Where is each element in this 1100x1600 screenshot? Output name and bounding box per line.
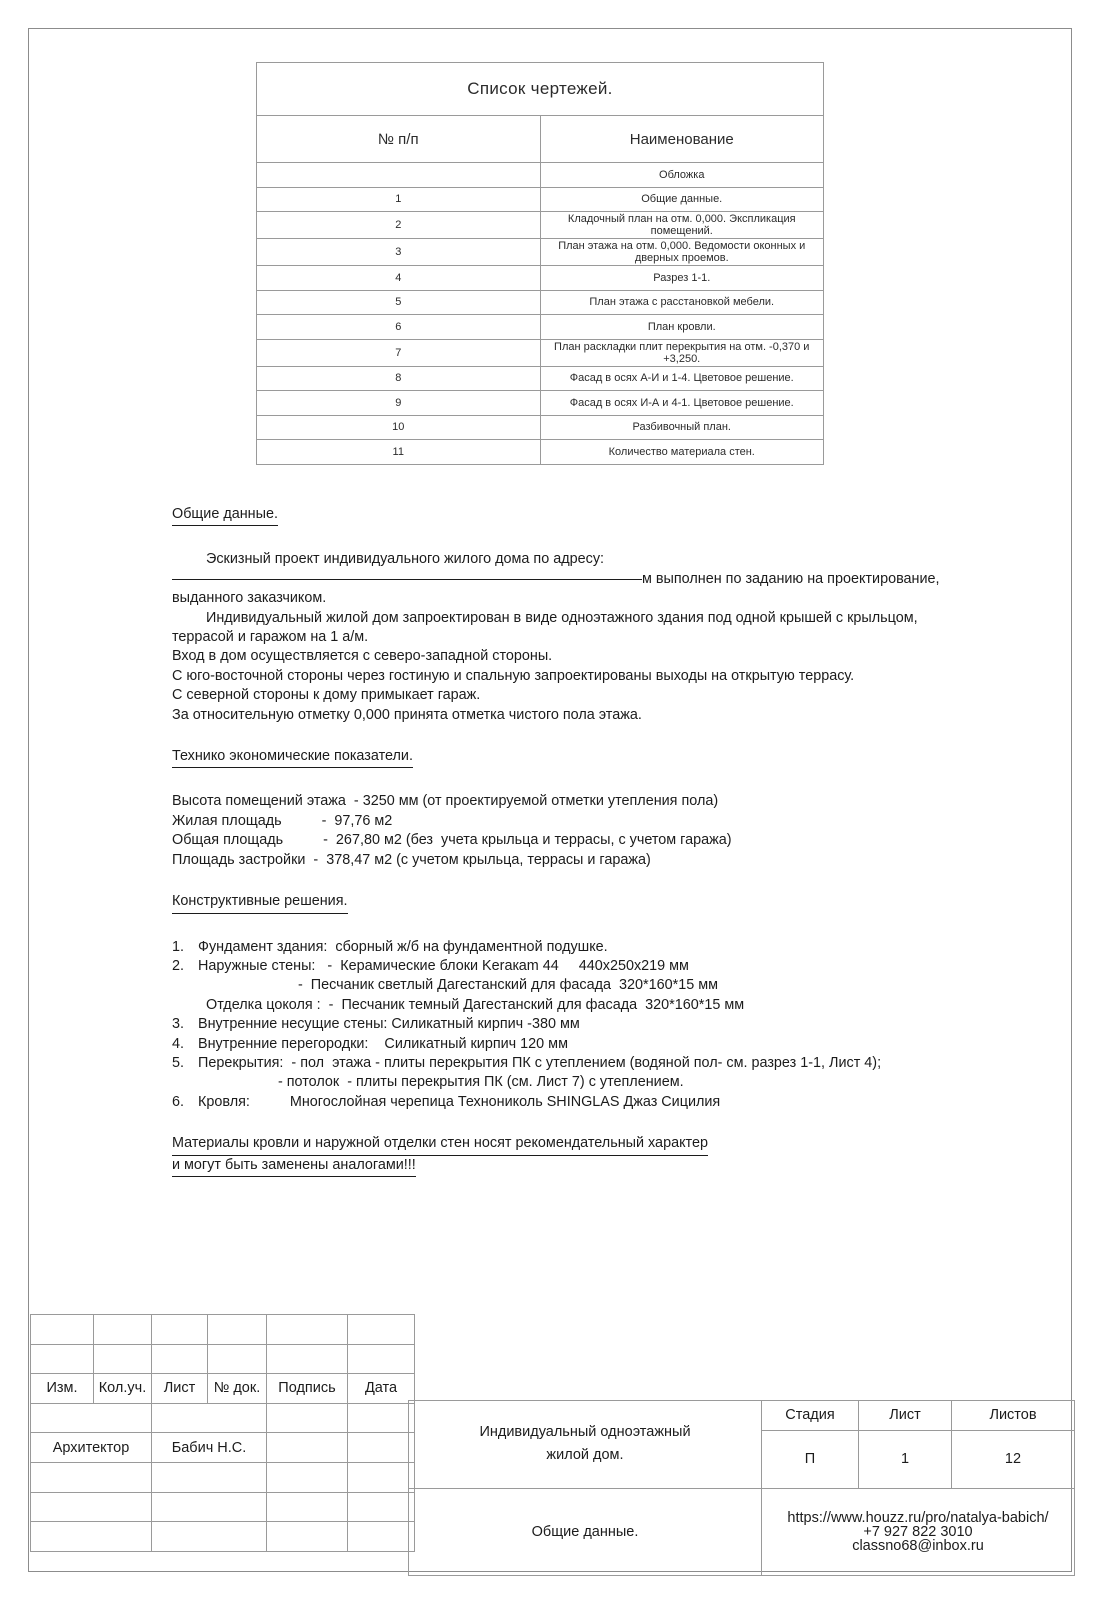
table-row [409, 1488, 1075, 1575]
row-no: 7 [257, 339, 541, 366]
address-suffix: м выполнен по заданию на проектирование, [642, 570, 940, 587]
table-row [257, 239, 824, 266]
table-row [257, 415, 824, 440]
issued-by-line: выданного заказчиком. [172, 590, 327, 607]
revision-header-row [31, 1374, 415, 1404]
table-row [257, 315, 824, 340]
table-row [31, 1522, 415, 1552]
table-row [31, 1492, 415, 1522]
stage-value: П [762, 1430, 859, 1488]
list-item-number: 1. [172, 938, 185, 955]
rev-cell [94, 1315, 152, 1345]
sign-cell [267, 1462, 348, 1492]
sign-cell [267, 1522, 348, 1552]
row-no: 9 [257, 391, 541, 416]
revision-header-kol: Кол.уч. [94, 1374, 152, 1404]
table-row [257, 366, 824, 391]
teo-row: Жилая площадь - 97,76 м2 [172, 812, 393, 829]
column-header-name: Наименование [540, 116, 824, 163]
list-item [172, 1054, 1052, 1073]
list-item-number: 6. [172, 1093, 185, 1110]
row-no: 8 [257, 366, 541, 391]
teo-row: Высота помещений этажа - 3250 мм (от проектируемой отметки утепления пола) [172, 793, 719, 810]
drawing-list-table [256, 62, 824, 465]
role-cell-empty [31, 1462, 152, 1492]
object-title-line-2: жилой дом. [546, 1447, 624, 1464]
teo-row: Общая площадь - 267,80 м2 (без учета крыльца и террасы, с учетом гаража) [172, 832, 732, 849]
list-item [172, 1035, 1052, 1054]
list-item-text: Кровля: Многослойная черепица Технониколь SHINGLAS Джаз Сицилия [198, 1093, 721, 1110]
person-cell-empty [152, 1522, 267, 1552]
sign-cell [267, 1492, 348, 1522]
drawing-list-header-row [257, 116, 824, 163]
revision-header-sign: Подпись [267, 1374, 348, 1404]
general-p1-line [172, 609, 1052, 628]
date-cell [348, 1492, 415, 1522]
rev-cell [208, 1344, 267, 1374]
role-cell-empty [31, 1403, 152, 1433]
list-item-number: 4. [172, 1035, 185, 1052]
table-row [31, 1403, 415, 1433]
row-no: 4 [257, 266, 541, 291]
object-title [409, 1401, 762, 1489]
object-title-line-1: Индивидуальный одноэтажный [479, 1424, 691, 1441]
row-name: Кладочный план на отм. 0,000. Экспликация помещений. [540, 212, 824, 239]
row-name: Фасад в осях А-И и 1-4. Цветовое решение. [540, 366, 824, 391]
general-p4: С северной стороны к дому примыкает гараж. [172, 687, 481, 704]
list-item [172, 1073, 1052, 1092]
row-name: План этажа с расстановкой мебели. [540, 290, 824, 315]
table-row [257, 440, 824, 465]
general-heading: Общие данные. [172, 505, 278, 526]
rev-cell [31, 1315, 94, 1345]
list-item-text: Внутренние перегородки: Силикатный кирпич 120 мм [198, 1035, 568, 1052]
sheet-name: Общие данные. [409, 1488, 762, 1575]
table-row [257, 266, 824, 291]
general-intro-line [172, 550, 1052, 569]
list-item-text: Наружные стены: - Керамические блоки Keraкam 44 440x250x219 мм [198, 957, 689, 974]
person-cell-empty [152, 1403, 267, 1433]
sign-cell [267, 1433, 348, 1463]
disclaimer-line-1: Материалы кровли и наружной отделки стен носят рекомендательный характер [172, 1134, 708, 1155]
disclaimer-line-2-wrap [172, 1156, 1052, 1177]
teo-row: Площадь застройки - 378,47 м2 (с учетом крыльца, террасы и гаража) [172, 851, 651, 868]
rev-cell [94, 1344, 152, 1374]
date-cell [348, 1522, 415, 1552]
project-info-table [408, 1400, 1075, 1576]
disclaimer-line-1-wrap [172, 1134, 1052, 1155]
list-item [172, 976, 1052, 995]
title-block [30, 1314, 1070, 1572]
list-item [172, 1015, 1052, 1034]
spacer [172, 1112, 1052, 1134]
list-item-text: - потолок - плиты перекрытия ПК (см. Лист 7) с утеплением. [198, 1074, 684, 1091]
drawing-list-title: Список чертежей. [257, 63, 824, 116]
row-name: Фасад в осях И-А и 4-1. Цветовое решение. [540, 391, 824, 416]
role-cell-empty [31, 1522, 152, 1552]
address-blank-rule [172, 579, 642, 580]
revision-header-izm: Изм. [31, 1374, 94, 1404]
spacer [172, 770, 1052, 792]
row-no: 10 [257, 415, 541, 440]
rev-cell [348, 1315, 415, 1345]
person-cell-empty [152, 1492, 267, 1522]
rev-cell [208, 1315, 267, 1345]
sheets-value: 12 [952, 1430, 1075, 1488]
table-row [257, 212, 824, 239]
table-row [31, 1344, 415, 1374]
list-item [172, 957, 1052, 976]
table-row [31, 1462, 415, 1492]
contact-email[interactable]: classno68@inbox.ru [852, 1537, 984, 1554]
table-row [257, 163, 824, 188]
spacer [172, 870, 1052, 892]
contact-url[interactable]: https://www.houzz.ru/pro/natalya-babich/ [787, 1509, 1049, 1526]
rev-cell [152, 1344, 208, 1374]
architect-row [31, 1433, 415, 1463]
row-no: 11 [257, 440, 541, 465]
teo-heading: Технико экономические показатели. [172, 747, 413, 768]
rev-cell [267, 1344, 348, 1374]
row-no: 2 [257, 212, 541, 239]
list-item [172, 938, 1052, 957]
disclaimer-line-2: и могут быть заменены аналогами!!! [172, 1156, 416, 1177]
drawing-list-title-row [257, 63, 824, 116]
rev-cell [348, 1344, 415, 1374]
table-row [409, 1401, 1075, 1431]
stage-header: Стадия [762, 1401, 859, 1431]
list-item-text: Фундамент здания: сборный ж/б на фундаментной подушке. [198, 938, 608, 955]
row-name: Количество материала стен. [540, 440, 824, 465]
general-p3: С юго-восточной стороны через гостиную и спальную запроектированы выходы на открытую террасу. [172, 667, 855, 684]
person-cell-empty [152, 1462, 267, 1492]
general-notes [172, 505, 1052, 1177]
row-name: Разрез 1-1. [540, 266, 824, 291]
general-p1-cont: террасой и гаражом на 1 а/м. [172, 629, 369, 646]
row-no: 3 [257, 239, 541, 266]
row-name: Общие данные. [540, 187, 824, 212]
address-blank-line [172, 570, 1052, 589]
spacer [172, 916, 1052, 938]
contact-phone: +7 927 822 3010 [863, 1523, 973, 1540]
rev-cell [267, 1315, 348, 1345]
list-item [172, 1093, 1052, 1112]
list-item-text: Перекрытия: - пол этажа - плиты перекрытия ПК с утеплением (водяной пол- см. разрез 1-1, Лист 4); [198, 1054, 882, 1071]
revision-header-date: Дата [348, 1374, 415, 1404]
revision-table [30, 1314, 415, 1552]
row-no: 6 [257, 315, 541, 340]
structural-heading: Конструктивные решения. [172, 892, 348, 913]
general-p2: Вход в дом осуществляется с северо-западной стороны. [172, 648, 553, 665]
row-name: План этажа на отм. 0,000. Ведомости оконных и дверных проемов. [540, 239, 824, 266]
table-row [257, 187, 824, 212]
general-heading-wrap [172, 505, 1052, 528]
list-item-text: Внутренние несущие стены: Силикатный кирпич -380 мм [198, 1016, 580, 1033]
table-row [31, 1315, 415, 1345]
sheet-header: Лист [859, 1401, 952, 1431]
list-item-text: - Песчаник светлый Дагестанский для фасада 320*160*15 мм [198, 977, 719, 994]
date-cell [348, 1462, 415, 1492]
revision-header-doc: № док. [208, 1374, 267, 1404]
row-name: План кровли. [540, 315, 824, 340]
row-name: Разбивочный план. [540, 415, 824, 440]
general-p5: За относительную отметку 0,000 принята отметка чистого пола этажа. [172, 706, 642, 723]
row-name: Обложка [540, 163, 824, 188]
spacer [172, 725, 1052, 747]
revision-header-list: Лист [152, 1374, 208, 1404]
row-name: План раскладки плит перекрытия на отм. -0,370 и +3,250. [540, 339, 824, 366]
table-row [257, 290, 824, 315]
row-no: 1 [257, 187, 541, 212]
structural-heading-wrap [172, 892, 1052, 915]
row-no [257, 163, 541, 188]
sheet-value: 1 [859, 1430, 952, 1488]
sheets-header: Листов [952, 1401, 1075, 1431]
list-item-number: 2. [172, 957, 185, 974]
general-intro: Эскизный проект индивидуального жилого дома по адресу: [206, 551, 605, 568]
date-cell [348, 1403, 415, 1433]
row-no: 5 [257, 290, 541, 315]
teo-heading-wrap [172, 747, 1052, 770]
date-cell [348, 1433, 415, 1463]
list-item-number: 5. [172, 1054, 185, 1071]
general-p1: Индивидуальный жилой дом запроектирован в виде одноэтажного здания под одной крышей с крыльцом, [206, 609, 918, 626]
rev-cell [152, 1315, 208, 1345]
person-name: Бабич Н.С. [152, 1433, 267, 1463]
list-item-text: Отделка цоколя : - Песчаник темный Дагестанский для фасада 320*160*15 мм [198, 996, 745, 1013]
table-row [257, 391, 824, 416]
column-header-no: № п/п [257, 116, 541, 163]
rev-cell [31, 1344, 94, 1374]
table-row [257, 339, 824, 366]
spacer [172, 528, 1052, 550]
list-item-number: 3. [172, 1016, 185, 1033]
role-cell-empty [31, 1492, 152, 1522]
sign-cell [267, 1403, 348, 1433]
list-item [172, 996, 1052, 1015]
contacts-block [762, 1488, 1075, 1575]
role-label: Архитектор [31, 1433, 152, 1463]
